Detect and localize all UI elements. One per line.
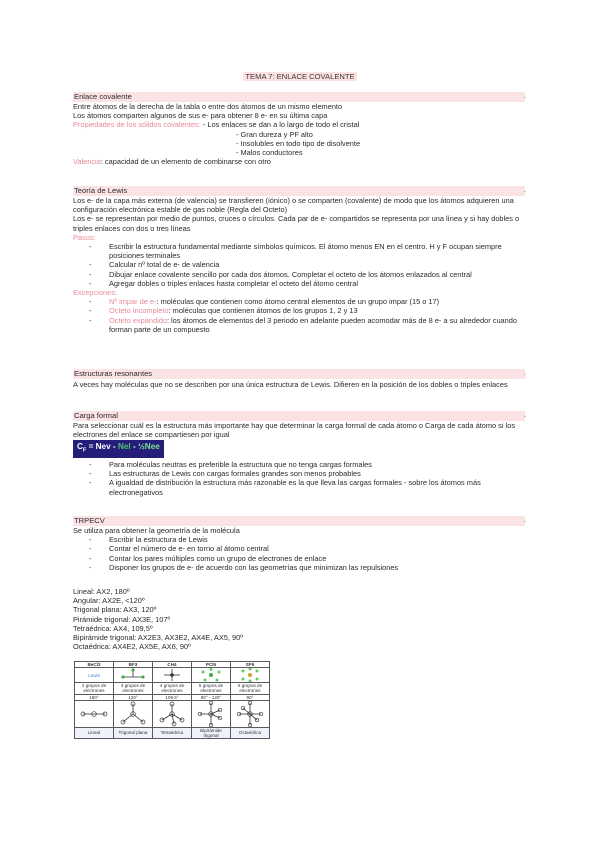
list-item: - Dibujar enlace covalente sencillo por cada dos átomos. Completar el octeto de los átomos enlazados al central bbox=[73, 270, 528, 279]
list-item: - A igualdad de distribución la estructura más razonable es la que lleva las cargas formales - sobre los átomos más electronegativos bbox=[73, 478, 528, 496]
table-header: BF3 bbox=[114, 662, 153, 668]
table-cell: 90° bbox=[231, 694, 270, 700]
geometry-item: Pirámide trigonal: AX3E, 107º bbox=[73, 614, 171, 624]
excepciones-label: Excepciones: bbox=[73, 288, 117, 298]
table-cell: Lineal bbox=[75, 727, 114, 738]
property-item: - Insolubles en todo tipo de disolvente bbox=[236, 138, 361, 148]
section-body-carga-formal bbox=[73, 421, 528, 497]
section-body-enlace-covalente bbox=[73, 102, 528, 166]
table-header: BeCl2 bbox=[75, 662, 114, 668]
valencia-definition: : capacidad de un elemento de combinarse con otro bbox=[100, 157, 271, 167]
table-cell: Trigonal plana bbox=[114, 727, 153, 738]
property-item: - Malos conductores bbox=[236, 148, 303, 158]
table-cell: 90° - 120° bbox=[192, 694, 231, 700]
geometry-item: Lineal: AX2, 180º bbox=[73, 587, 130, 596]
molecular-geometry-table bbox=[74, 661, 270, 739]
property-item: - Gran dureza y PF alto bbox=[236, 129, 313, 139]
paragraph: Los átomos comparten algunos de sus e- para obtener 8 e- en su última capa bbox=[73, 111, 328, 121]
table-cell: Octaédrica bbox=[231, 727, 270, 738]
section-heading-enlace-covalente: Enlace covalente . bbox=[74, 92, 526, 101]
geometry-drawing-bipyramid bbox=[192, 700, 231, 727]
table-header: SF6 bbox=[231, 662, 270, 668]
pasos-label: Pasos: bbox=[73, 232, 96, 242]
geometry-item: Angular: AX2E, <120º bbox=[73, 596, 145, 606]
list-item: - Calcular nº total de e- de valencia bbox=[73, 260, 528, 269]
table-cell: Tetraédrica bbox=[153, 727, 192, 738]
geometry-drawing-trigonal bbox=[114, 700, 153, 727]
table-cell: 180° bbox=[75, 694, 114, 700]
geometry-item: Trigonal plana: AX3, 120º bbox=[73, 605, 157, 615]
list-item: - Contar los pares múltiples como un grupo de electrones de enlace bbox=[73, 554, 528, 563]
table-cell: 4 grupos de electrones bbox=[153, 683, 192, 694]
list-item: - Octeto expandido: los átomos de elementos del 3 periodo en adelante pueden acomodar más de 8 e- a su alrededor cuando forman parte de un compuesto bbox=[73, 316, 528, 334]
table-cell: 6 grupos de electrones bbox=[231, 683, 270, 694]
list-item: - Agregar dobles o triples enlaces hasta completar el octeto del átomo central bbox=[73, 279, 528, 288]
section-body-teoria-lewis bbox=[73, 196, 528, 334]
excepciones-list bbox=[73, 297, 528, 334]
list-item: - Las estructuras de Lewis con cargas formales grandes son menos probables bbox=[73, 469, 528, 478]
section-heading-estructuras-resonantes: Estructuras resonantes . bbox=[74, 369, 526, 378]
paragraph: Los e- de la capa más externa (de valencia) se transfieren (iónico) o se comparten (covalente) de modo que los átomos adquieren una configuración electrónica estable de gas noble (Regla del Octeto) bbox=[73, 196, 514, 215]
carga-formal-list bbox=[73, 460, 528, 497]
lewis-structure bbox=[153, 668, 192, 683]
paragraph: Para seleccionar cuál es la estructura más importante hay que determinar la carga formal de cada átomo o Carga de cada átomo si los electrones del enlace se compartiesen por igual bbox=[73, 421, 516, 440]
property-item: - Los enlaces se dan a lo largo de todo el cristal bbox=[200, 120, 360, 130]
trpecv-list bbox=[73, 535, 528, 572]
valencia-label: Valencia bbox=[73, 157, 101, 167]
section-heading-trpecv: TRPECV . bbox=[74, 516, 526, 525]
geometry-item: Octaédrica: AX4E2, AX5E, AX6, 90º bbox=[73, 642, 191, 652]
list-item: - Nº impar de e-: moléculas que contienen como átomo central elementos de un grupo impar (15 o 17) bbox=[73, 297, 528, 306]
list-item: - Escribir la estructura de Lewis bbox=[73, 535, 528, 544]
geometry-drawing-tetrahedral bbox=[153, 700, 192, 727]
geometry-drawing-linear bbox=[75, 700, 114, 727]
paragraph: A veces hay moléculas que no se describen por una única estructura de Lewis. Difieren en la posición de los dobles o triples enlaces bbox=[73, 380, 508, 389]
list-item: - Para moléculas neutras es preferible la estructura que no tenga cargas formales bbox=[73, 460, 528, 469]
paragraph: Los e- se representan por medio de puntos, cruces o círculos. Cada par de e- compartidos se representa por una línea y si hay dobles o triples enlaces con dos o tres líneas bbox=[73, 214, 520, 233]
formal-charge-formula: $C_F$ = Nev - Nel - ½Nee bbox=[73, 440, 164, 458]
lewis-structure: Lewis bbox=[75, 668, 114, 683]
properties-label: Propiedades de los sólidos covalentes: bbox=[73, 120, 201, 130]
section-heading-carga-formal: Carga formal . bbox=[74, 411, 526, 420]
pasos-list bbox=[73, 242, 528, 288]
table-cell: 5 grupos de electrones bbox=[192, 683, 231, 694]
table-cell: Bipirámide trigonal bbox=[192, 727, 231, 738]
table-cell: 120° bbox=[114, 694, 153, 700]
table-cell: 2 grupos de electrones bbox=[75, 683, 114, 694]
geometry-item: Bipirámide trigonal: AX2E3, AX3E2, AX4E, AX5, 90º bbox=[73, 633, 243, 643]
list-item: - Octeto incompleto: moléculas que contienen átomos de los grupos 1, 2 y 13 bbox=[73, 306, 528, 315]
table-cell: 109,5° bbox=[153, 694, 192, 700]
geometries-list bbox=[73, 587, 243, 651]
table-header: PCl5 bbox=[192, 662, 231, 668]
lewis-structure bbox=[231, 668, 270, 683]
section-body-trpecv bbox=[73, 526, 528, 572]
geometry-drawing-octahedral bbox=[231, 700, 270, 727]
lewis-structure bbox=[192, 668, 231, 683]
lewis-structure bbox=[114, 668, 153, 683]
paragraph: Entre átomos de la derecha de la tabla o entre dos átomos de un mismo elemento bbox=[73, 102, 343, 111]
page-title: TEMA 7: ENLACE COVALENTE bbox=[245, 72, 355, 81]
list-item: - Escribir la estructura fundamental mediante símbolos químicos. El átomo menos EN en el centro. H y F ocupan siempre posiciones terminales bbox=[73, 242, 528, 260]
paragraph: Se utiliza para obtener la geometría de la molécula bbox=[73, 526, 240, 535]
list-item: - Disponer los grupos de e- de acuerdo con las geometrías que minimizan las repulsiones bbox=[73, 563, 528, 572]
table-cell: 3 grupos de electrones bbox=[114, 683, 153, 694]
list-item: - Contar el número de e- en torno al átomo central bbox=[73, 544, 528, 553]
geometry-item: Tetraédrica: AX4, 109,5º bbox=[73, 623, 153, 633]
section-heading-teoria-lewis: Teoría de Lewis . bbox=[74, 186, 526, 195]
table-header: CH4 bbox=[153, 662, 192, 668]
section-body-estructuras-resonantes bbox=[73, 380, 528, 389]
